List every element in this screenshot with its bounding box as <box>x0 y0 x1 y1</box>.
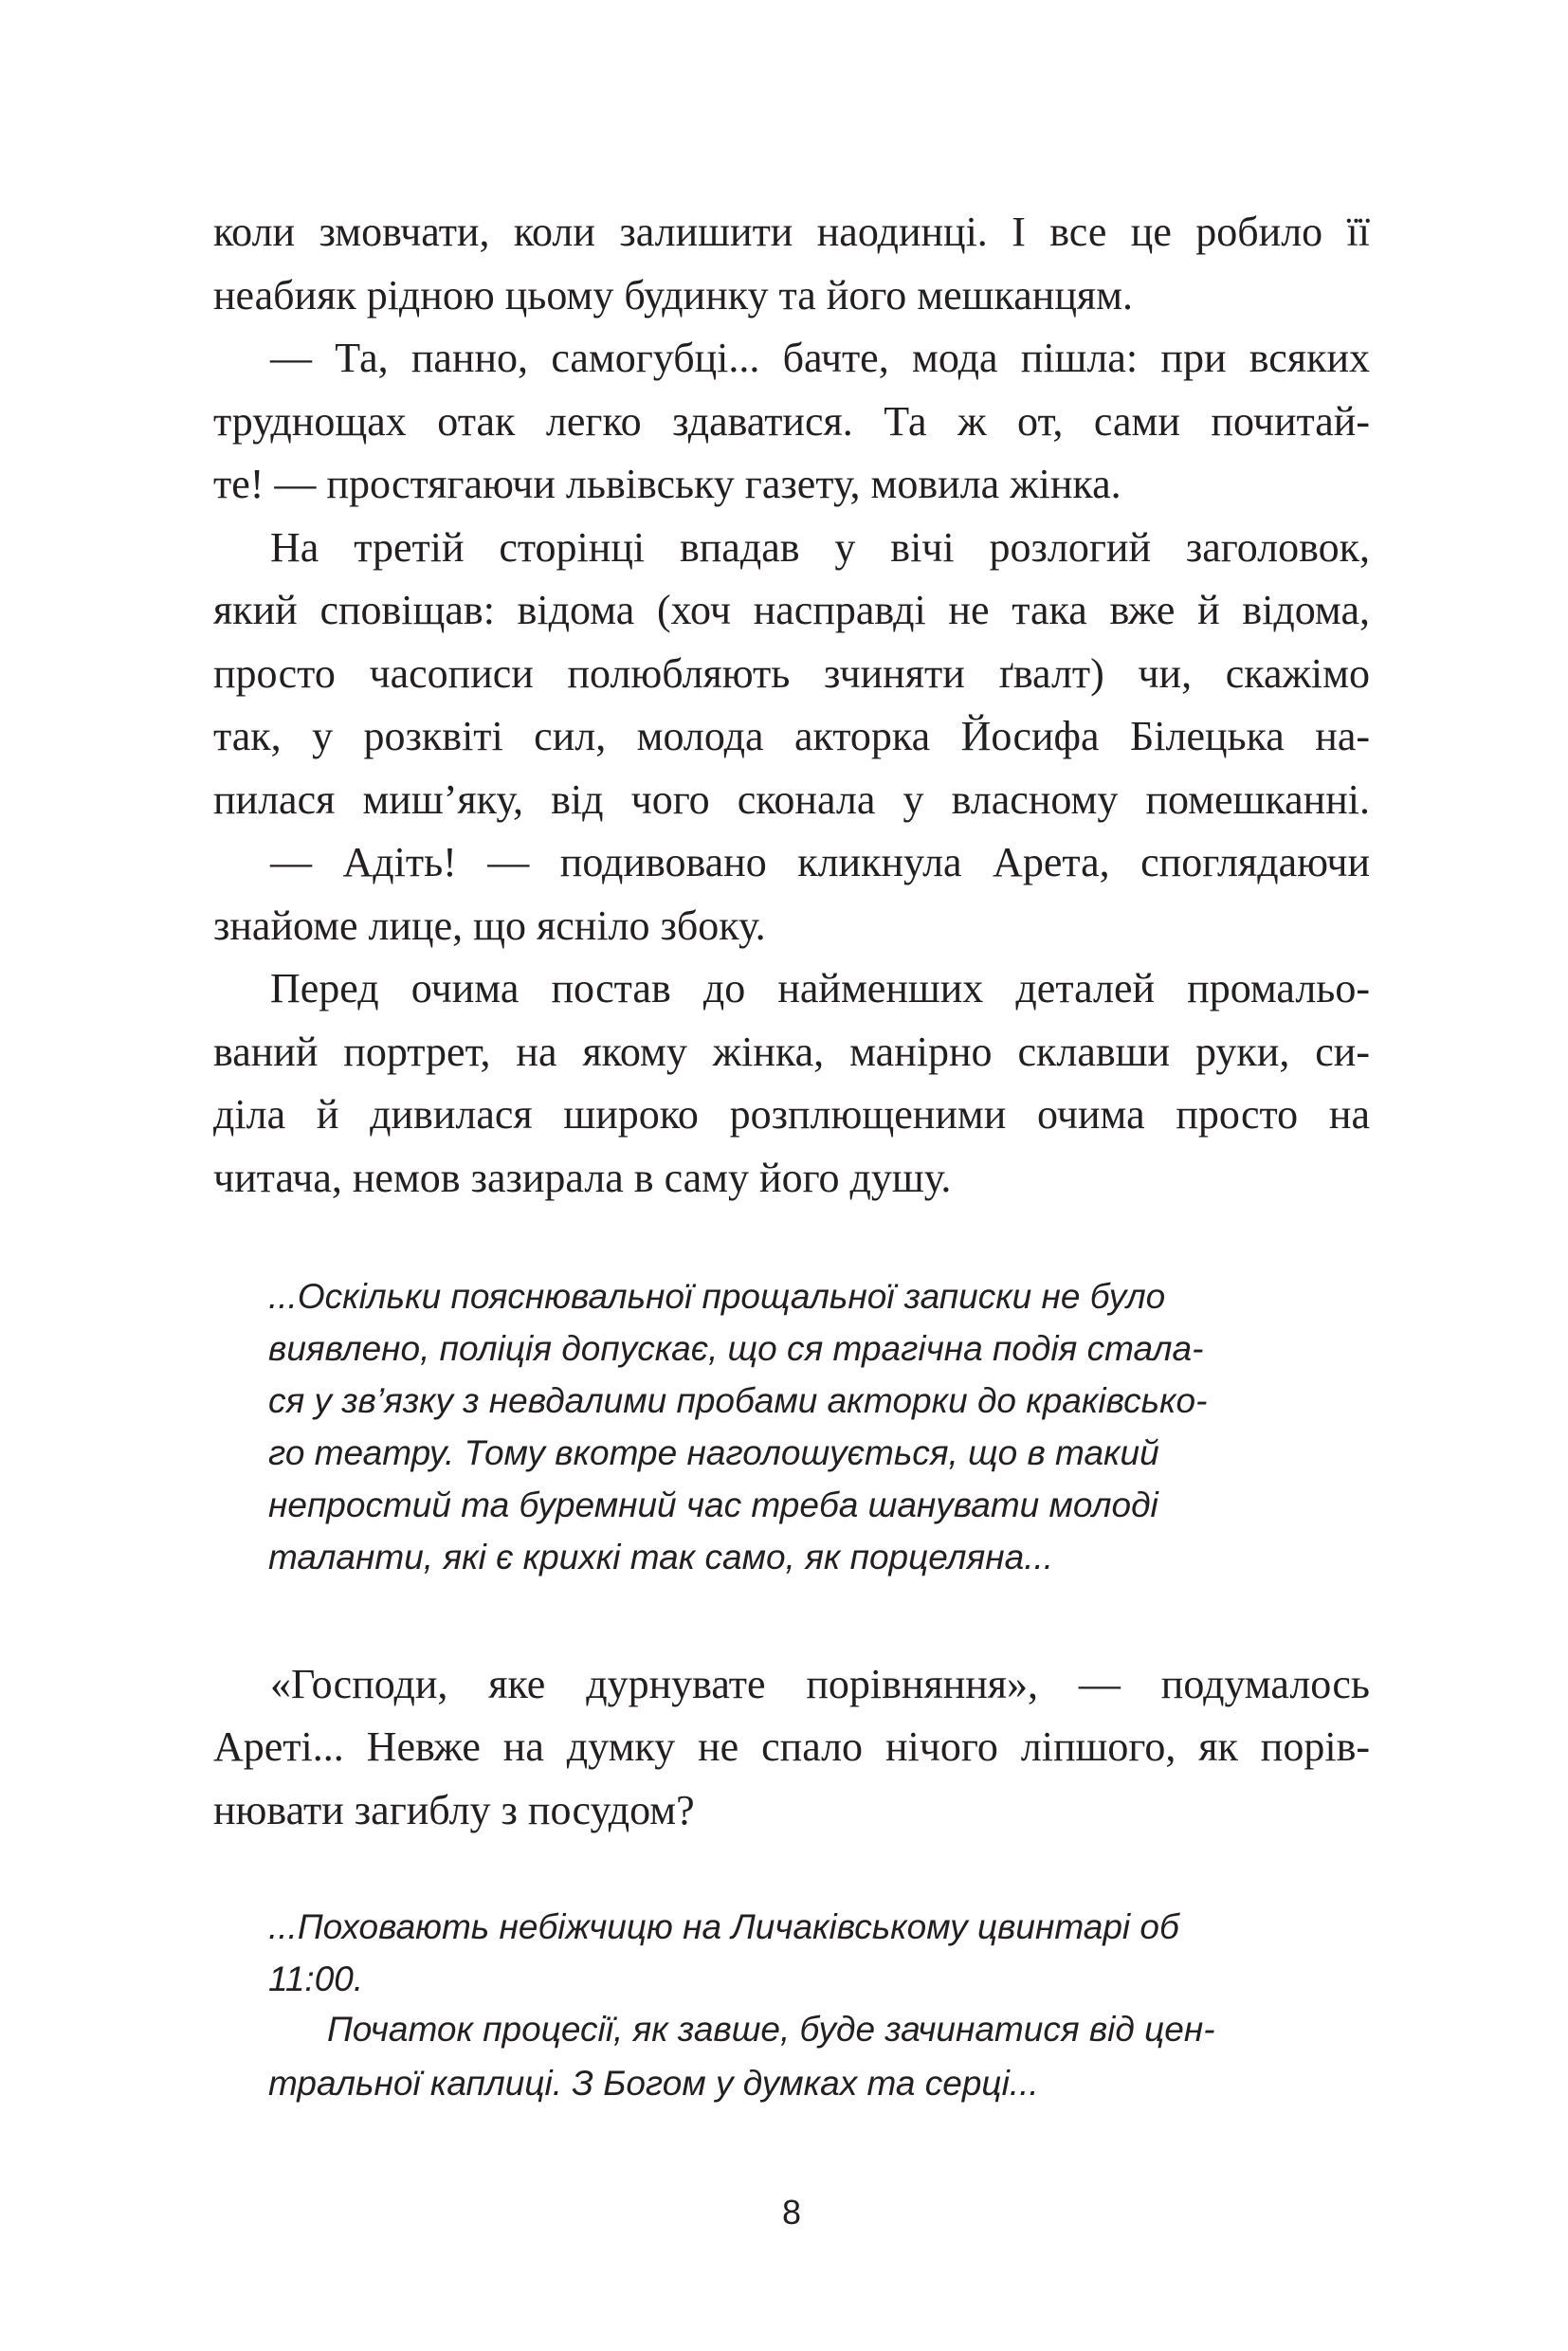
newspaper-quote-line: таланти, які є крихкі так само, як порцеляна... <box>268 1538 1054 1576</box>
newspaper-quote-line: Початок процесії, як завше, буде зачинатися від цен- <box>327 2010 1215 2049</box>
body-line: коли змовчати, коли залишити наодинці. І все це робило її <box>213 209 1370 255</box>
body-line: так, у розквіті сил, молода акторка Йосифа Білецька на- <box>213 713 1370 759</box>
body-line: пилася миш’яку, від чого сконала у власному помешканні. <box>213 776 1370 823</box>
newspaper-quote-line: ...Оскільки пояснювальної прощальної записки не було <box>268 1277 1166 1316</box>
body-line: знайоме лице, що ясніло збоку. <box>213 902 766 949</box>
body-line: ваний портрет, на якому жінка, манірно склавши руки, си- <box>213 1029 1370 1075</box>
newspaper-quote-line: го театру. Тому вкотре наголошується, що в такий <box>268 1433 1159 1472</box>
body-line: неабияк рідною цьому будинку та його мешканцям. <box>213 272 1133 319</box>
thought-line: «Господи, яке дурнувате порівняння», — подумалось <box>270 1661 1370 1707</box>
body-line: те! — простягаючи львівську газету, мовила жінка. <box>213 461 1121 507</box>
newspaper-quote-line: 11:00. <box>268 1959 364 1998</box>
body-line: труднощах отак легко здаватися. Та ж от, сами почитай- <box>213 398 1370 445</box>
thought-line: Ареті... Невже на думку не спало нічого ліпшого, як порів- <box>213 1723 1370 1770</box>
body-line: Перед очима постав до найменших деталей промальо- <box>270 965 1370 1011</box>
dialogue-line: — Та, панно, самогубці... бачте, мода пішла: при всяких <box>270 335 1370 381</box>
newspaper-quote-line: непростий та буремний час треба шанувати молоді <box>268 1485 1158 1524</box>
newspaper-quote-line: виявлено, поліція допускає, що ся трагічна подія стала- <box>268 1329 1204 1368</box>
newspaper-quote-line: ...Поховають небіжчицю на Личаківському цвинтарі об <box>268 1907 1179 1946</box>
body-line: читача, немов зазирала в саму його душу. <box>213 1155 952 1201</box>
newspaper-quote-line: ся у зв’язку з невдалими пробами акторки до краківсько- <box>268 1381 1208 1420</box>
body-line: який сповіщав: відома (хоч насправді не така вже й відома, <box>213 587 1370 633</box>
body-line: діла й дивилася широко розплющеними очима просто на <box>213 1091 1370 1138</box>
page-number: 8 <box>781 2193 802 2232</box>
dialogue-line: — Адіть! — подивовано кликнула Арета, споглядаючи <box>270 839 1370 885</box>
thought-line: нювати загиблу з посудом? <box>213 1787 695 1833</box>
newspaper-quote-line: тральної каплиці. З Богом у думках та серці... <box>268 2064 1039 2103</box>
body-line: просто часописи полюбляють зчиняти ґвалт) чи, скажімо <box>213 650 1370 697</box>
body-line: На третій сторінці впадав у вічі розлогий заголовок, <box>270 524 1370 571</box>
